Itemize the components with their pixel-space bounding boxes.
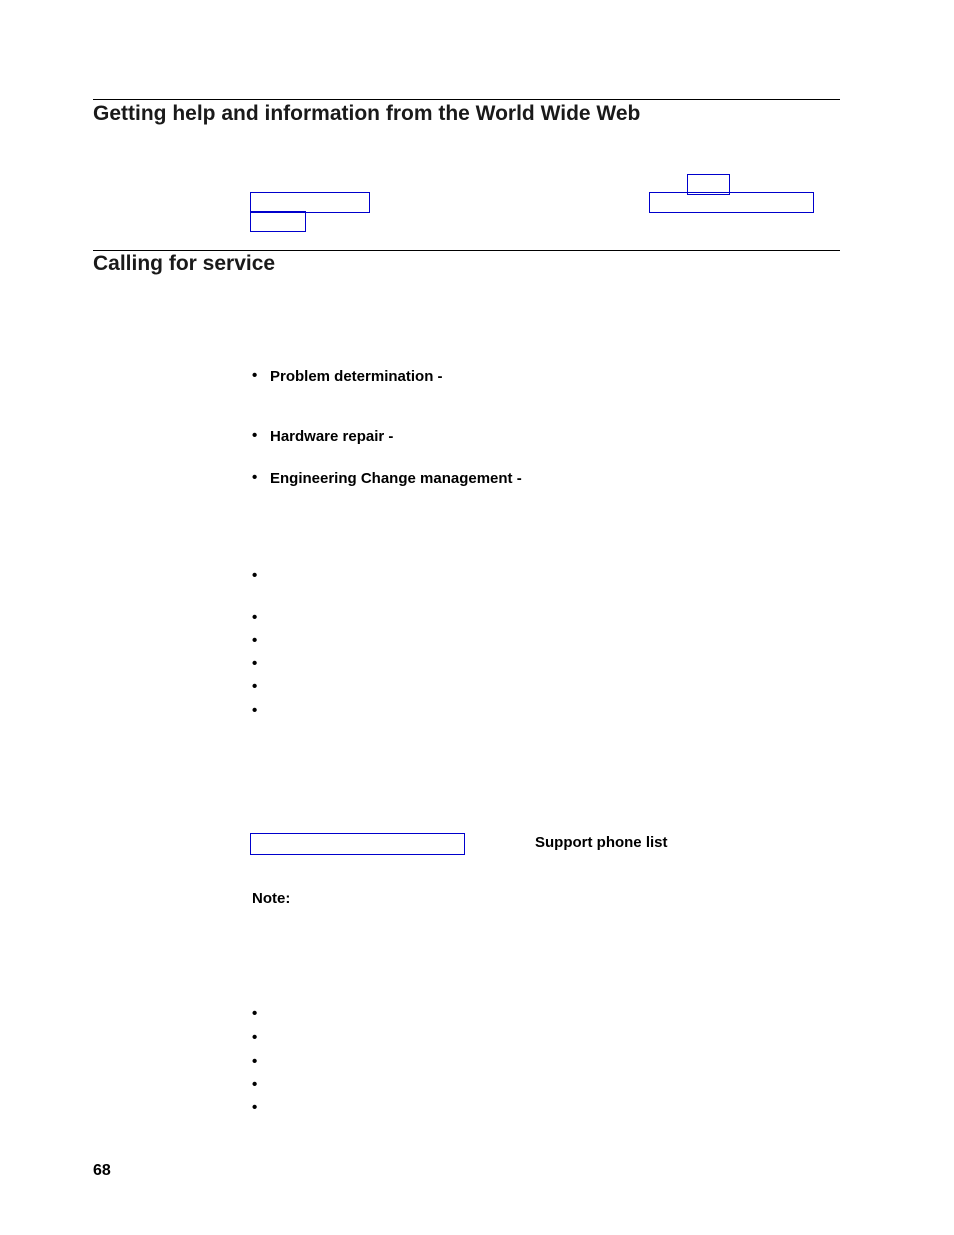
service-item-label: Hardware repair - — [270, 428, 394, 445]
list-bullet: • — [252, 609, 258, 626]
list-bullet: • — [252, 1099, 258, 1116]
list-bullet: • — [252, 632, 258, 649]
web-link-box[interactable] — [250, 211, 306, 232]
list-bullet: • — [252, 1053, 258, 1070]
section-rule — [93, 250, 840, 251]
section-heading-calling-for-service: Calling for service — [93, 252, 276, 275]
list-bullet: • — [252, 1005, 258, 1022]
list-bullet: • — [252, 655, 258, 672]
list-bullet: • — [252, 702, 258, 719]
service-item-label: Engineering Change management - — [270, 470, 522, 487]
list-bullet: • — [252, 678, 258, 695]
page-number: 68 — [93, 1162, 111, 1179]
section-heading-web-help: Getting help and information from the World Wide Web — [93, 102, 641, 125]
service-item-label: Problem determination - — [270, 368, 443, 385]
web-link-box[interactable] — [649, 192, 814, 213]
list-bullet: • — [252, 1029, 258, 1046]
list-bullet: • — [252, 367, 258, 384]
support-phone-list-label: Support phone list — [535, 834, 668, 851]
section-rule — [93, 99, 840, 100]
support-web-link-box[interactable] — [250, 833, 465, 855]
note-label: Note: — [252, 890, 291, 907]
web-link-box[interactable] — [250, 192, 370, 213]
list-bullet: • — [252, 1076, 258, 1093]
list-bullet: • — [252, 567, 258, 584]
list-bullet: • — [252, 469, 258, 486]
list-bullet: • — [252, 427, 258, 444]
